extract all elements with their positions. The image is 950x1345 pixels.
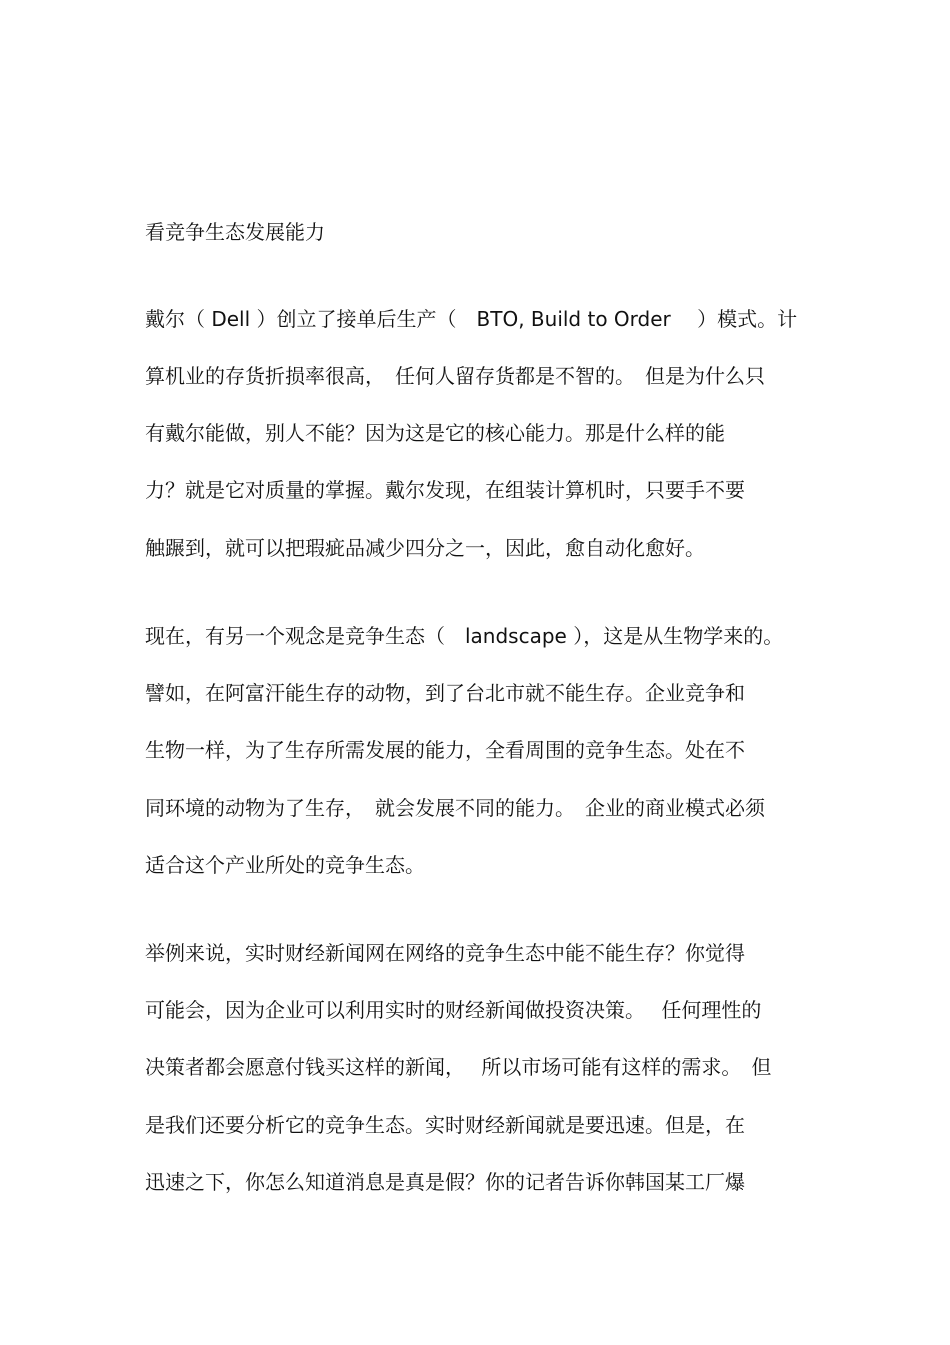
paragraph-line: 譬如，在阿富汗能生存的动物，到了台北市就不能生存。企业竞争和 [145,681,745,705]
paragraph-line: 生物一样，为了生存所需发展的能力，全看周围的竞争生态。处在不 [145,738,745,762]
paragraph-line: 戴尔（ Dell ）创立了接单后生产（ BTO, Build to Order ）模式。计 [145,307,798,331]
paragraph-line: 现在，有另一个观念是竞争生态（ landscape ），这是从生物学来的。 [145,624,784,648]
paragraph-line: 可能会，因为企业可以利用实时的财经新闻做投资决策。 任何理性的 [145,998,762,1022]
document-title: 看竞争生态发展能力 [145,220,325,244]
paragraph-line: 举例来说，实时财经新闻网在网络的竞争生态中能不能生存？你觉得 [145,941,745,965]
paragraph-line: 决策者都会愿意付钱买这样的新闻， 所以市场可能有这样的需求。 但 [145,1055,772,1079]
paragraph-line: 算机业的存货折损率很高， 任何人留存货都是不智的。 但是为什么只 [145,364,765,388]
paragraph-line: 力？就是它对质量的掌握。戴尔发现，在组装计算机时，只要手不要 [145,478,745,502]
paragraph-line: 触蹍到，就可以把瑕疵品减少四分之一，因此，愈自动化愈好。 [145,536,705,560]
paragraph-line: 同环境的动物为了生存， 就会发展不同的能力。 企业的商业模式必须 [145,796,765,820]
paragraph-line: 有戴尔能做，别人不能？因为这是它的核心能力。那是什么样的能 [145,421,725,445]
paragraph-line: 迅速之下，你怎么知道消息是真是假？你的记者告诉你韩国某工厂爆 [145,1170,745,1194]
paragraph-line: 是我们还要分析它的竞争生态。实时财经新闻就是要迅速。但是，在 [145,1113,745,1137]
paragraph-line: 适合这个产业所处的竞争生态。 [145,853,425,877]
